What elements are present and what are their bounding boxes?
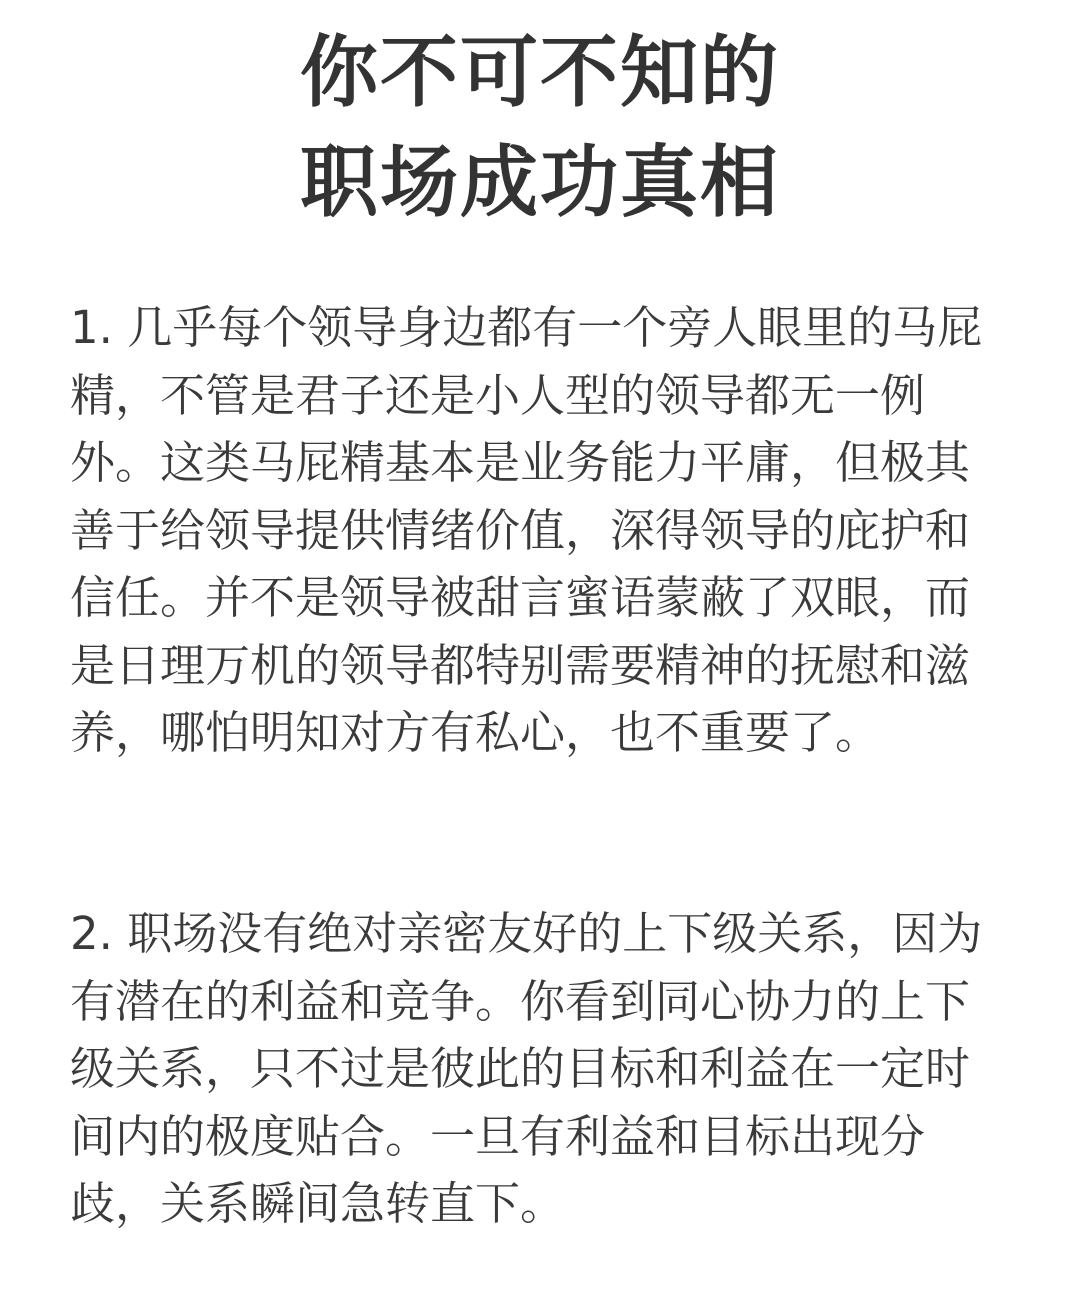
- paragraph-1: 1. 几乎每个领导身边都有一个旁人眼里的马屁精，不管是君子还是小人型的领导都无一例外。这类马屁精基本是业务能力平庸，但极其善于给领导提供情绪价值，深得领导的庇护和信任。并不是领导被甜言蜜语蒙蔽了双眼，而是日理万机的领导都特别需要精神的抚慰和滋养，哪怕明知对方有私心，也不重要了。: [70, 301, 983, 759]
- paragraph-2: 2. 职场没有绝对亲密友好的上下级关系，因为有潜在的利益和竞争。你看到同心协力的上下级关系，只不过是彼此的目标和利益在一定时间内的极度贴合。一旦有利益和目标出现分歧，关系瞬间急转直下。: [70, 907, 983, 1230]
- article-title: [0, 18, 1080, 238]
- title-line-2: 职场成功真相: [299, 138, 780, 228]
- title-line-1: 你不可不知的: [299, 28, 780, 118]
